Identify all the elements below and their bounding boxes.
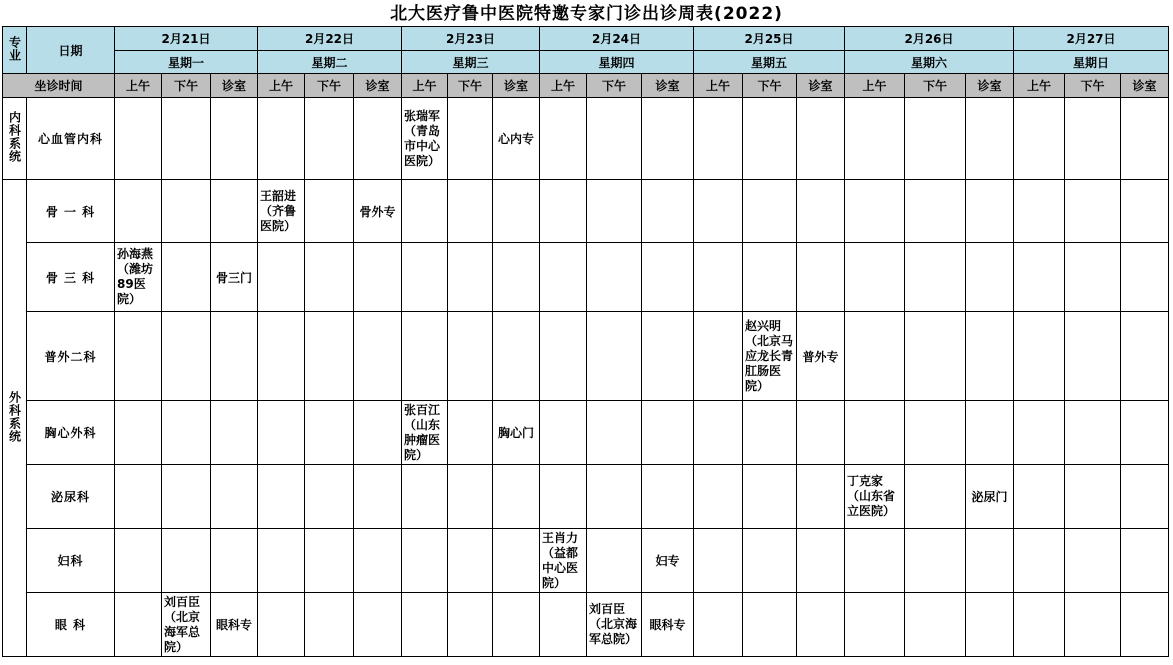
empty-cell [305, 465, 354, 529]
empty-cell [305, 529, 354, 593]
room-entry: 胸心门 [493, 401, 540, 465]
empty-cell [1014, 180, 1065, 243]
empty-cell [354, 593, 402, 657]
empty-cell [402, 98, 448, 180]
empty-cell [211, 401, 258, 465]
empty-cell [845, 465, 905, 529]
mon-pm-header: 下午 [162, 74, 211, 98]
dept-eye: 眼 科 [27, 593, 115, 657]
empty-cell [1121, 312, 1169, 401]
empty-cell [1065, 465, 1121, 529]
empty-cell [1065, 98, 1121, 180]
dept-ortho3: 骨 三 科 [27, 243, 115, 312]
date-wed: 2月23日 [402, 27, 540, 51]
empty-cell [587, 312, 642, 401]
empty-cell [694, 243, 743, 312]
empty-cell [642, 180, 694, 243]
empty-cell [354, 529, 402, 593]
empty-cell [305, 98, 354, 180]
thu-pm-header: 下午 [587, 74, 642, 98]
weekday-sun: 星期日 [1014, 51, 1169, 74]
empty-cell [448, 312, 493, 401]
tue-room-header: 诊室 [354, 74, 402, 98]
thu-room-header: 诊室 [642, 74, 694, 98]
empty-cell [694, 529, 743, 593]
empty-cell [448, 98, 493, 180]
empty-cell [211, 98, 258, 180]
empty-cell [162, 465, 211, 529]
empty-cell [305, 401, 354, 465]
empty-cell [743, 312, 797, 401]
empty-cell [162, 401, 211, 465]
specialty-header: 专业 [3, 27, 27, 74]
empty-cell [493, 243, 540, 312]
empty-cell [354, 312, 402, 401]
empty-cell [258, 593, 305, 657]
empty-cell [845, 243, 905, 312]
dept-gyn: 妇科 [27, 529, 115, 593]
weekday-fri: 星期五 [694, 51, 845, 74]
room-entry: 妇专 [642, 529, 694, 593]
sun-am-header: 上午 [1014, 74, 1065, 98]
empty-cell [743, 465, 797, 529]
empty-cell [1014, 243, 1065, 312]
empty-cell [905, 98, 966, 180]
empty-cell [694, 180, 743, 243]
empty-cell [540, 465, 587, 529]
page-title: 北大医疗鲁中医院特邀专家门诊出诊周表(2022) [390, 4, 783, 24]
weekday-wed: 星期三 [402, 51, 540, 74]
empty-cell [845, 312, 905, 401]
empty-cell [258, 401, 305, 465]
wed-room-header: 诊室 [493, 74, 540, 98]
fri-room-header: 诊室 [797, 74, 845, 98]
empty-cell [540, 529, 587, 593]
empty-cell [493, 465, 540, 529]
sat-room-header: 诊室 [966, 74, 1014, 98]
room-entry: 眼科专 [642, 593, 694, 657]
empty-cell [115, 465, 162, 529]
empty-cell [587, 243, 642, 312]
empty-cell [797, 529, 845, 593]
empty-cell [305, 312, 354, 401]
wed-am-header: 上午 [402, 74, 448, 98]
empty-cell [1065, 312, 1121, 401]
room-entry: 心内专 [493, 98, 540, 180]
sun-pm-header: 下午 [1065, 74, 1121, 98]
empty-cell [1121, 529, 1169, 593]
empty-cell [845, 593, 905, 657]
schedule-table [2, 26, 1169, 657]
empty-cell [1121, 401, 1169, 465]
room-entry: 普外专 [797, 312, 845, 401]
tue-pm-header: 下午 [305, 74, 354, 98]
empty-cell [1065, 593, 1121, 657]
weekday-tue: 星期二 [258, 51, 402, 74]
empty-cell [905, 180, 966, 243]
doctor-entry: 张百江（山东肿瘤医院） [404, 402, 441, 462]
empty-cell [402, 312, 448, 401]
mon-room-header: 诊室 [211, 74, 258, 98]
empty-cell [905, 312, 966, 401]
mon-am-header: 上午 [115, 74, 162, 98]
date-sat: 2月26日 [845, 27, 1014, 51]
empty-cell [1121, 593, 1169, 657]
empty-cell [1014, 529, 1065, 593]
empty-cell [1014, 312, 1065, 401]
empty-cell [797, 593, 845, 657]
room-entry: 骨外专 [354, 180, 402, 243]
date-thu: 2月24日 [540, 27, 694, 51]
empty-cell [1065, 529, 1121, 593]
empty-cell [743, 529, 797, 593]
system-surgery: 外科系统 [3, 180, 27, 657]
doctor-entry: 赵兴明（北京马应龙长青肛肠医院） [745, 318, 794, 393]
doctor-entry: 孙海燕（潍坊89医院） [117, 247, 154, 306]
empty-cell [642, 243, 694, 312]
empty-cell [305, 180, 354, 243]
empty-cell [1065, 401, 1121, 465]
empty-cell [966, 243, 1014, 312]
empty-cell [258, 98, 305, 180]
empty-cell [905, 529, 966, 593]
empty-cell [402, 465, 448, 529]
empty-cell [402, 593, 448, 657]
thu-am-header: 上午 [540, 74, 587, 98]
fri-pm-header: 下午 [743, 74, 797, 98]
empty-cell [743, 180, 797, 243]
sat-am-header: 上午 [845, 74, 905, 98]
empty-cell [402, 529, 448, 593]
date-header: 日期 [27, 27, 115, 74]
empty-cell [448, 529, 493, 593]
empty-cell [642, 465, 694, 529]
fri-am-header: 上午 [694, 74, 743, 98]
empty-cell [797, 98, 845, 180]
empty-cell [845, 98, 905, 180]
empty-cell [305, 593, 354, 657]
empty-cell [402, 401, 448, 465]
empty-cell [1121, 98, 1169, 180]
empty-cell [115, 98, 162, 180]
empty-cell [587, 180, 642, 243]
empty-cell [905, 465, 966, 529]
doctor-entry: 王肖力（益都中心医院） [542, 530, 579, 590]
empty-cell [162, 243, 211, 312]
empty-cell [905, 401, 966, 465]
empty-cell [587, 401, 642, 465]
empty-cell [540, 593, 587, 657]
empty-cell [845, 401, 905, 465]
empty-cell [540, 243, 587, 312]
empty-cell [540, 401, 587, 465]
empty-cell [162, 529, 211, 593]
date-mon: 2月21日 [115, 27, 258, 51]
empty-cell [162, 312, 211, 401]
empty-cell [694, 312, 743, 401]
weekday-sat: 星期六 [845, 51, 1014, 74]
wed-pm-header: 下午 [448, 74, 493, 98]
empty-cell [966, 98, 1014, 180]
empty-cell [211, 465, 258, 529]
empty-cell [587, 593, 642, 657]
empty-cell [743, 593, 797, 657]
dept-urology: 泌尿科 [27, 465, 115, 529]
empty-cell [258, 312, 305, 401]
empty-cell [966, 312, 1014, 401]
empty-cell [115, 312, 162, 401]
empty-cell [642, 312, 694, 401]
empty-cell [448, 180, 493, 243]
empty-cell [211, 312, 258, 401]
empty-cell [115, 401, 162, 465]
doctor-entry: 刘百臣（北京海军总院） [164, 594, 201, 654]
tue-am-header: 上午 [258, 74, 305, 98]
empty-cell [743, 401, 797, 465]
empty-cell [642, 401, 694, 465]
empty-cell [493, 593, 540, 657]
empty-cell [1014, 98, 1065, 180]
empty-cell [162, 593, 211, 657]
empty-cell [162, 180, 211, 243]
empty-cell [587, 529, 642, 593]
empty-cell [1121, 243, 1169, 312]
dept-cardio: 心血管内科 [27, 98, 115, 180]
empty-cell [258, 180, 305, 243]
sun-room-header: 诊室 [1121, 74, 1169, 98]
empty-cell [642, 98, 694, 180]
empty-cell [448, 243, 493, 312]
system-internal: 内科系统 [3, 98, 27, 180]
doctor-entry: 刘百臣（北京海军总院） [589, 602, 638, 646]
empty-cell [305, 243, 354, 312]
empty-cell [797, 243, 845, 312]
empty-cell [1065, 243, 1121, 312]
empty-cell [966, 401, 1014, 465]
empty-cell [905, 243, 966, 312]
date-sun: 2月27日 [1014, 27, 1169, 51]
empty-cell [402, 180, 448, 243]
empty-cell [845, 529, 905, 593]
empty-cell [448, 401, 493, 465]
empty-cell [1014, 593, 1065, 657]
empty-cell [1121, 180, 1169, 243]
empty-cell [966, 180, 1014, 243]
empty-cell [966, 593, 1014, 657]
empty-cell [258, 243, 305, 312]
empty-cell [211, 180, 258, 243]
empty-cell [354, 243, 402, 312]
doctor-entry: 张瑞军（青岛市中心医院） [404, 108, 441, 168]
empty-cell [354, 401, 402, 465]
empty-cell [448, 593, 493, 657]
empty-cell [694, 401, 743, 465]
empty-cell [354, 98, 402, 180]
empty-cell [115, 243, 162, 312]
empty-cell [1121, 465, 1169, 529]
empty-cell [540, 312, 587, 401]
empty-cell [115, 593, 162, 657]
empty-cell [115, 529, 162, 593]
empty-cell [587, 98, 642, 180]
date-tue: 2月22日 [258, 27, 402, 51]
empty-cell [493, 180, 540, 243]
time-header: 坐诊时间 [3, 74, 115, 98]
empty-cell [694, 98, 743, 180]
empty-cell [1065, 180, 1121, 243]
dept-ortho1: 骨 一 科 [27, 180, 115, 243]
empty-cell [905, 593, 966, 657]
empty-cell [797, 465, 845, 529]
empty-cell [354, 465, 402, 529]
empty-cell [258, 529, 305, 593]
empty-cell [162, 98, 211, 180]
empty-cell [694, 465, 743, 529]
empty-cell [493, 529, 540, 593]
room-entry: 骨三门 [211, 243, 258, 312]
room-entry: 眼科专 [211, 593, 258, 657]
empty-cell [448, 465, 493, 529]
weekday-thu: 星期四 [540, 51, 694, 74]
empty-cell [115, 180, 162, 243]
empty-cell [540, 180, 587, 243]
empty-cell [587, 465, 642, 529]
empty-cell [1014, 401, 1065, 465]
room-entry: 泌尿门 [966, 465, 1014, 529]
empty-cell [966, 529, 1014, 593]
empty-cell [493, 312, 540, 401]
doctor-entry: 丁克家（山东省立医院） [847, 474, 896, 518]
sat-pm-header: 下午 [905, 74, 966, 98]
empty-cell [797, 180, 845, 243]
empty-cell [540, 98, 587, 180]
empty-cell [743, 98, 797, 180]
empty-cell [1014, 465, 1065, 529]
weekday-mon: 星期一 [115, 51, 258, 74]
date-fri: 2月25日 [694, 27, 845, 51]
doctor-entry: 王韶进（齐鲁医院） [260, 188, 297, 233]
empty-cell [694, 593, 743, 657]
empty-cell [258, 465, 305, 529]
empty-cell [845, 180, 905, 243]
dept-thoracic: 胸心外科 [27, 401, 115, 465]
empty-cell [402, 243, 448, 312]
empty-cell [797, 401, 845, 465]
empty-cell [743, 243, 797, 312]
dept-general2: 普外二科 [27, 312, 115, 401]
empty-cell [211, 529, 258, 593]
